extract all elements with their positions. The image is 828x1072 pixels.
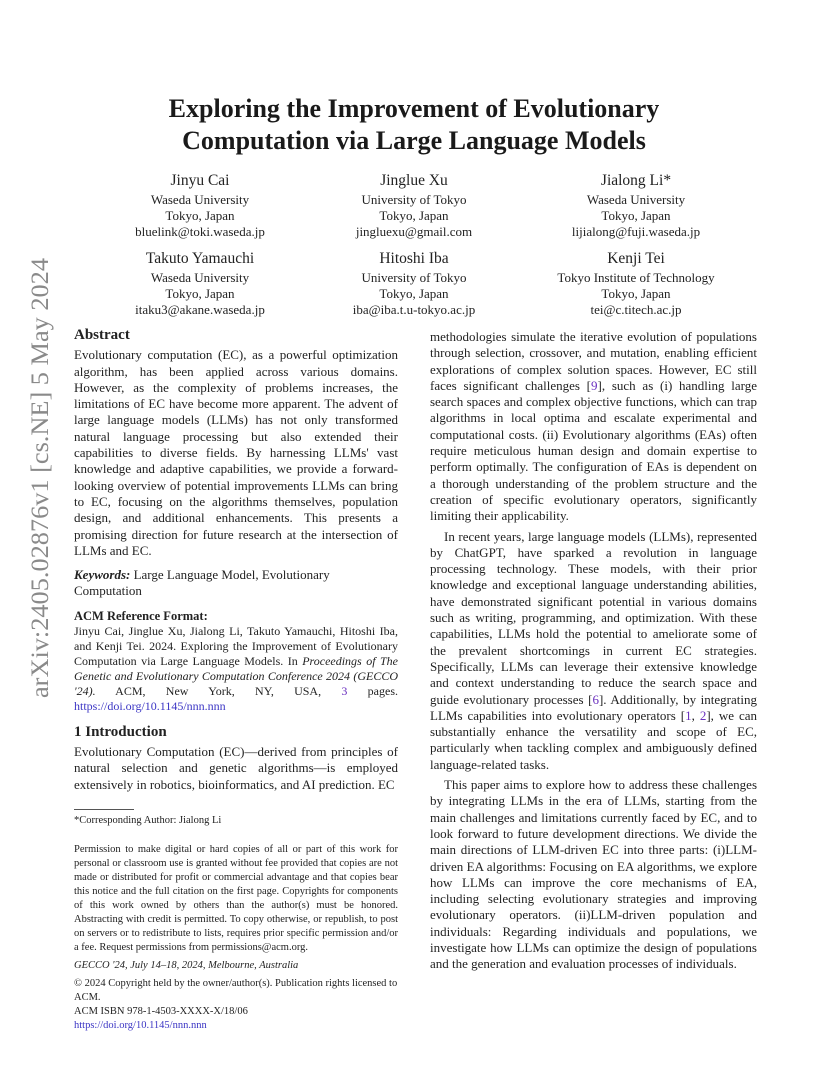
acm-reference xyxy=(74,609,398,714)
author-location: Tokyo, Japan xyxy=(379,286,449,301)
acm-ref-proceedings: Proceedings of The Genetic and Evolutionary Computation Conference 2024 (GECCO '24). xyxy=(74,653,398,698)
author-name: Jialong Li* xyxy=(600,172,672,189)
keywords-text: Large Language Model, Evolutionary Computation xyxy=(74,567,330,599)
author-affiliation: Tokyo Institute of Technology xyxy=(557,270,715,285)
author-location: Tokyo, Japan xyxy=(379,208,449,223)
left-column xyxy=(74,327,398,1033)
author-email: itaku3@akane.waseda.jp xyxy=(135,302,265,317)
isbn-text: ACM ISBN 978-1-4503-XXXX-X/18/06 xyxy=(74,1005,248,1017)
citation-link[interactable]: 1 xyxy=(685,707,692,723)
acm-ref-doi-link[interactable]: https://doi.org/10.1145/nnn.nnn xyxy=(74,698,226,713)
author-block xyxy=(85,249,315,318)
acm-reference-heading: ACM Reference Format: xyxy=(74,608,208,623)
abstract-heading: Abstract xyxy=(74,327,130,343)
acm-ref-publisher: ACM, New York, NY, USA, xyxy=(95,683,342,698)
author-affiliation: Waseda University xyxy=(150,192,250,207)
abstract-text: Evolutionary computation (EC), as a powerful optimization algorithm, has been applied across various domains. However, as the complexity of problems increases, the limitations of EC have become more apparent. The advent of large language models (LLMs) has not only transformed natural language processing but also extended their capabilities to diverse fields. By harnessing LLMs' vast knowledge and adaptive capabilities, we provide a forward-looking overview of potential improvements LLMs can bring to EC, focusing on the algorithms themselves, population design, and additional enhancements. This presents a promising direction for future research at the intersection of LLMs and EC. xyxy=(74,347,398,558)
author-affiliation: Waseda University xyxy=(150,270,250,285)
intro-text-left: Evolutionary Computation (EC)—derived from principles of natural selection and genetic algorithms—is employed extensively in robotics, bioinformatics, and AI prediction. EC xyxy=(74,744,398,792)
citation-link[interactable]: 2 xyxy=(699,707,707,723)
arxiv-stamp xyxy=(20,258,60,698)
intro-p1-text: methodologies simulate the iterative evolution of populations through selection, crossover, and mutation, enabling efficient explorations of complex solution spaces. However, EC still faces significant challenges [ xyxy=(430,329,757,393)
author-affiliation: Waseda University xyxy=(586,192,686,207)
title-line-2: Computation via Large Language Models xyxy=(182,126,646,155)
author-block xyxy=(299,171,529,240)
acm-ref-pages-suffix: pages. xyxy=(347,683,398,698)
intro-p2-text-end: ], we can substantially enhance the versatility and scope of EC, particularly when tackling complex and ambiguously defined language-related tasks. xyxy=(430,707,758,772)
author-location: Tokyo, Japan xyxy=(165,286,235,301)
author-location: Tokyo, Japan xyxy=(601,286,671,301)
intro-p1-text-cont: ], such as (i) handling large search spaces and complex objective functions, which can trap algorithms in local optima and escalate experimental and computational costs. (ii) Evolutionary algorithms (EAs) often require meticulous human design and domain expertise to perform optimally. The configuration of EAs is dependent on a thorough understanding of the problem structure and the creation of specific evolutionary operators, significantly limiting their applicability. xyxy=(430,377,758,524)
author-email: jingluexu@gmail.com xyxy=(355,224,473,239)
author-name: Kenji Tei xyxy=(607,250,665,267)
right-column xyxy=(430,329,757,973)
paper-title xyxy=(90,93,738,157)
author-name: Hitoshi Iba xyxy=(379,250,449,267)
footnote: *Corresponding Author: Jialong Li xyxy=(74,814,222,826)
author-block xyxy=(299,249,529,318)
citation-separator: , xyxy=(691,707,700,723)
intro-paragraph-3: This paper aims to explore how to address these challenges by integrating LLMs in the era of LLMs, starting from the main challenges and limitations currently faced by EC, and to look forward to future development directions. We divide the main directions of LLM-driven EC into three parts: (i)LLM-driven EA algorithms: Focusing on EA algorithms, we explore how LLMs can improve the core mechanisms of EA, including selecting evolutionary strategies and improving evolutionary operators. (ii)LLM-driven population and individuals: Regarding individuals and populations, we investigate how LLMs can optimize the design of populations and the generation and evaluation processes of individuals. xyxy=(430,777,757,972)
author-location: Tokyo, Japan xyxy=(165,208,235,223)
author-block xyxy=(521,249,751,318)
author-block xyxy=(85,171,315,240)
author-email: bluelink@toki.waseda.jp xyxy=(135,224,265,239)
author-email: tei@c.titech.ac.jp xyxy=(590,302,682,317)
permission-text: Permission to make digital or hard copies of all or part of this work for personal or classroom use is granted without fee provided that copies are not made or distributed for profit or commercial advantage and that copies bear this notice and the full citation on the first page. Copyrights for components of this work owned by others than the author(s) must be honored. Abstracting with credit is permitted. To copy otherwise, or republish, to post on servers or to redistribute to lists, requires prior specific permission and/or a fee. Request permissions from permissions@acm.org. xyxy=(74,843,398,953)
citation-link[interactable]: 6 xyxy=(592,691,599,707)
title-line-1: Exploring the Improvement of Evolutionary xyxy=(168,94,660,123)
introduction-heading: 1 Introduction xyxy=(74,723,167,740)
intro-paragraph-2 xyxy=(430,529,757,773)
footnote-divider xyxy=(74,809,134,810)
author-name: Jinglue Xu xyxy=(380,172,448,189)
author-name: Jinyu Cai xyxy=(170,172,230,189)
acm-ref-text: Jinyu Cai, Jinglue Xu, Jialong Li, Takuto Yamauchi, Hitoshi Iba, and Kenji Tei. 2024. Exploring the Improvement of Evolutionary Computation via Large Language Models. In xyxy=(74,623,398,668)
acm-ref-pages[interactable]: 3 xyxy=(341,683,348,698)
intro-p2-text: In recent years, large language models (LLMs), represented by ChatGPT, have sparked a revolution in language processing technology. These models, with their prior knowledge and exceptional language understanding abilities, have demonstrated significant potential in various domains such as writing, programming, and optimization. With these capabilities, LLMs hold the potential to ameliorate some of the prevalent shortcomings in current EC strategies. Specifically, LLMs can leverage their extensive knowledge and context understanding to reduce the search space and guide evolutionary processes [ xyxy=(430,528,757,707)
keywords-label: Keywords: xyxy=(74,567,131,583)
author-name: Takuto Yamauchi xyxy=(145,250,255,267)
copyright-text: © 2024 Copyright held by the owner/author(s). Publication rights licensed to ACM. xyxy=(74,977,398,1003)
arxiv-stamp-text: arXiv:2405.02876v1 [cs.NE] 5 May 2024 xyxy=(25,271,54,698)
conference-info: GECCO '24, July 14–18, 2024, Melbourne, Australia xyxy=(74,959,299,971)
author-email: lijialong@fuji.waseda.jp xyxy=(571,224,701,239)
intro-paragraph-1 xyxy=(430,329,757,525)
author-location: Tokyo, Japan xyxy=(601,208,671,223)
keywords xyxy=(74,567,398,600)
doi-link[interactable]: https://doi.org/10.1145/nnn.nnn xyxy=(74,1019,207,1031)
intro-p2-text-cont: ]. Additionally, by integrating LLMs capabilities into evolutionary operators [ xyxy=(430,691,757,723)
author-affiliation: University of Tokyo xyxy=(361,270,467,285)
author-email: iba@iba.t.u-tokyo.ac.jp xyxy=(352,302,476,317)
citation-link[interactable]: 9 xyxy=(591,377,598,393)
permission-block xyxy=(74,843,398,1033)
author-affiliation: University of Tokyo xyxy=(361,192,467,207)
author-block xyxy=(521,171,751,240)
